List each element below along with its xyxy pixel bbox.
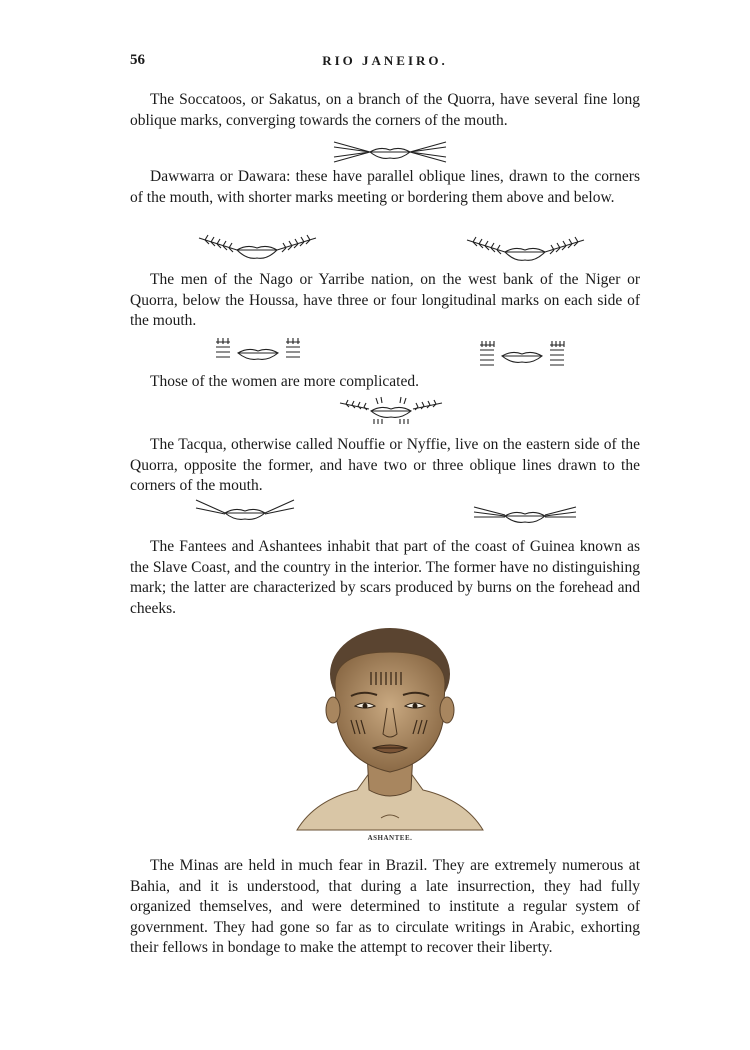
- tacqua-mouth-figure-right: [470, 500, 580, 530]
- dawwarra-mouth-figure-right: [463, 230, 588, 270]
- paragraph-soccatoos: The Soccatoos, or Sakatus, on a branch of the Quorra, have several fine long oblique marks, converging towards the corners of the mouth.: [130, 91, 640, 129]
- ashantee-portrait: [295, 622, 485, 850]
- page-number: 56: [130, 52, 145, 68]
- nago-men-mouth-figure-left: [212, 337, 304, 365]
- tacqua-mouth-figure-left: [192, 497, 298, 527]
- nago-men-mouth-figure-right: [476, 340, 568, 368]
- paragraph-fantees: The Fantees and Ashantees inhabit that part of the coast of Guinea known as the Slave Coast, and the country in the interior. The former have no distinguishing mark; the latter are characterized by scars produced by burns on the forehead and cheeks.: [130, 538, 640, 617]
- portrait-caption: ASHANTEE.: [367, 834, 413, 842]
- paragraph-tacqua: The Tacqua, otherwise called Nouffie or Nyffie, live on the eastern side of the Quorra, opposite the former, and have two or three oblique lines drawn to the corners of the mouth.: [130, 436, 640, 494]
- women-mouth-figure: [336, 395, 446, 427]
- page-header: [130, 52, 640, 74]
- running-title: RIO JANEIRO.: [322, 53, 448, 68]
- paragraph-dawwarra: Dawwarra or Dawara: these have parallel oblique lines, drawn to the corners of the mouth, with shorter marks meeting or bordering them above and below.: [130, 168, 640, 206]
- paragraph-minas: The Minas are held in much fear in Brazil. They are extremely numerous at Bahia, and it is understood, that during a late insurrection, they had fully organized themselves, and were determined to institute a regular system of government. They had gone so far as to circulate writings in Arabic, exhorting their fellows in bondage to make the attempt to recover their liberty.: [130, 857, 640, 956]
- dawwarra-mouth-figure-left: [195, 228, 320, 268]
- paragraph-nago: The men of the Nago or Yarribe nation, on the west bank of the Niger or Quorra, below the Houssa, have three or four longitudinal marks on each side of the mouth.: [130, 271, 640, 329]
- paragraph-women: Those of the women are more complicated.: [150, 373, 419, 390]
- soccatoos-mouth-figure: [330, 136, 450, 168]
